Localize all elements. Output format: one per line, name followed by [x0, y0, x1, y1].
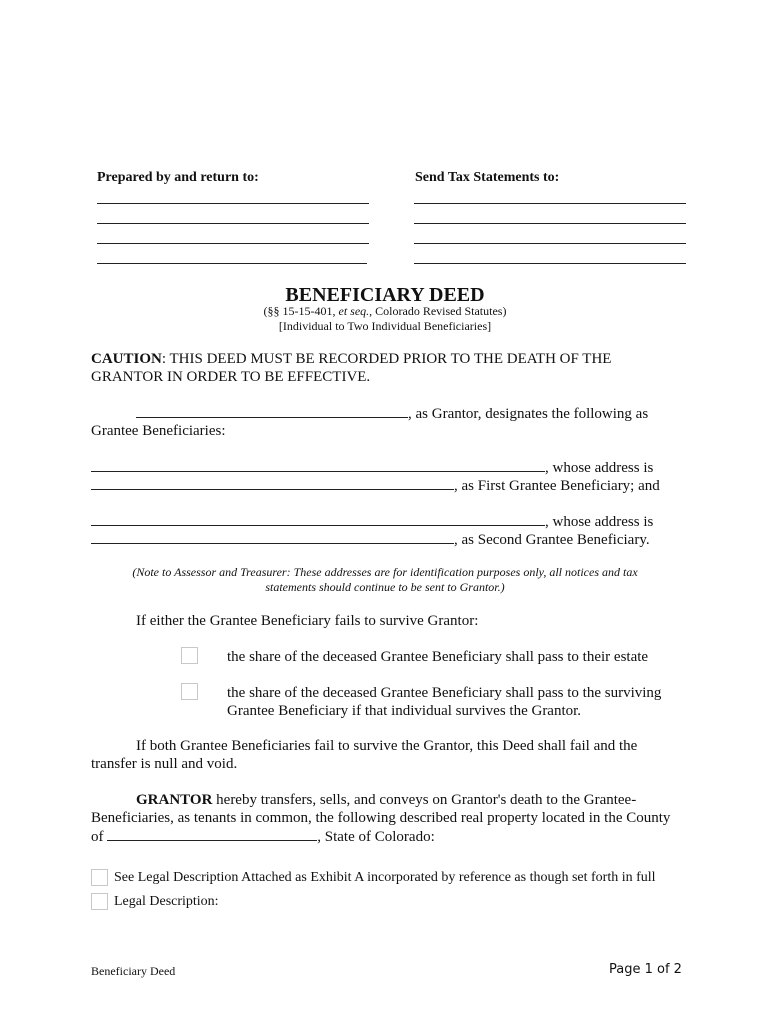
first-name-blank[interactable] — [91, 458, 545, 472]
option-surviving-label-1: the share of the deceased Grantee Beneficiary shall pass to the surviving — [227, 685, 662, 701]
tax-line-1[interactable] — [414, 203, 686, 204]
tax-line-3[interactable] — [414, 243, 686, 244]
caution-text: : THIS DEED MUST BE RECORDED PRIOR TO THE DEATH OF THE — [161, 351, 612, 367]
conveyance-text: hereby transfers, sells, and conveys on Grantor's death to the Grantee- — [212, 792, 637, 808]
second-beneficiary-name — [91, 512, 653, 531]
grantor-name-blank[interactable] — [136, 404, 408, 418]
grantor-designation — [136, 404, 648, 423]
both-fail-line-2: transfer is null and void. — [91, 756, 238, 772]
second-name-blank[interactable] — [91, 512, 545, 526]
page-title: BENEFICIARY DEED — [285, 284, 485, 306]
conveyance-line-1 — [136, 791, 636, 809]
subtitle: [Individual to Two Individual Beneficiaries] — [278, 319, 492, 333]
prepared-line-4[interactable] — [97, 263, 367, 264]
caution-line-2: GRANTOR IN ORDER TO BE EFFECTIVE. — [91, 369, 371, 385]
tax-statements-label: Send Tax Statements to: — [415, 170, 560, 185]
state-text: , State of Colorado: — [317, 829, 435, 845]
exhibit-a-label: See Legal Description Attached as Exhibit A incorporated by reference as though set forth in full — [114, 870, 656, 885]
survivorship-intro: If either the Grantee Beneficiary fails to survive Grantor: — [136, 613, 479, 629]
statute-italic: et seq. — [338, 304, 370, 318]
second-address-blank[interactable] — [91, 530, 454, 544]
prepared-line-3[interactable] — [97, 243, 369, 244]
first-role-text: , as First Grantee Beneficiary; and — [454, 478, 660, 494]
county-blank[interactable] — [107, 827, 317, 841]
option-estate-label: the share of the deceased Grantee Beneficiary shall pass to their estate — [227, 649, 649, 665]
caution-line-1 — [91, 350, 611, 368]
option-surviving-label-2: Grantee Beneficiary if that individual survives the Grantor. — [227, 703, 582, 719]
assessor-note-1: (Note to Assessor and Treasurer: These addresses are for identification purposes only, all notices and tax — [132, 565, 638, 579]
option-surviving-checkbox[interactable] — [181, 683, 198, 700]
tax-line-2[interactable] — [414, 223, 686, 224]
grantee-label: Grantee Beneficiaries: — [91, 423, 226, 439]
first-addr-text: , whose address is — [545, 460, 654, 476]
footer-title: Beneficiary Deed — [91, 964, 176, 978]
second-role-text: , as Second Grantee Beneficiary. — [454, 532, 650, 548]
statute-reference — [0, 304, 770, 319]
prepared-line-1[interactable] — [97, 203, 369, 204]
assessor-note-2: statements should continue to be sent to Grantor.) — [265, 580, 505, 594]
option-estate-checkbox[interactable] — [181, 647, 198, 664]
statute-text-end: , Colorado Revised Statutes) — [369, 304, 507, 318]
legal-description-checkbox[interactable] — [91, 893, 108, 910]
county-prefix: of — [91, 829, 108, 845]
legal-description-label: Legal Description: — [114, 894, 219, 909]
grantor-label: GRANTOR — [136, 792, 213, 808]
conveyance-line-2: Beneficiaries, as tenants in common, the following described real property located in the County — [91, 810, 671, 826]
exhibit-a-checkbox[interactable] — [91, 869, 108, 886]
second-beneficiary-address — [91, 530, 650, 549]
grantor-line-text: , as Grantor, designates the following as — [408, 406, 649, 422]
first-address-blank[interactable] — [91, 476, 454, 490]
first-beneficiary-name — [91, 458, 653, 477]
tax-line-4[interactable] — [414, 263, 686, 264]
first-beneficiary-address — [91, 476, 660, 495]
second-addr-text: , whose address is — [545, 514, 654, 530]
page-number: Page 1 of 2 — [609, 962, 682, 977]
prepared-line-2[interactable] — [97, 223, 369, 224]
caution-label: CAUTION — [91, 351, 162, 367]
conveyance-line-3 — [91, 827, 435, 846]
prepared-by-label: Prepared by and return to: — [97, 170, 259, 185]
statute-text: (§§ 15-15-401, — [263, 304, 339, 318]
both-fail-line-1: If both Grantee Beneficiaries fail to survive the Grantor, this Deed shall fail and the — [136, 738, 638, 754]
